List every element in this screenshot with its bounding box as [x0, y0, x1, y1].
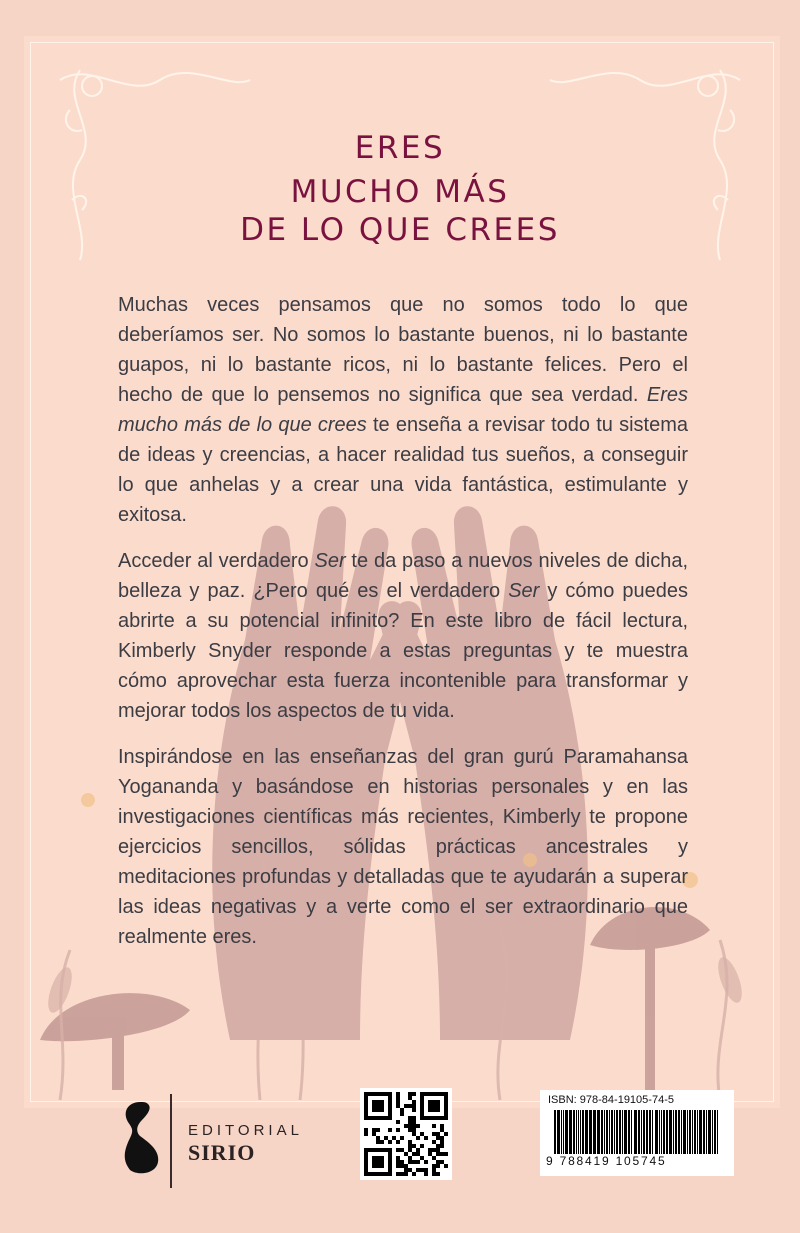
logo-divider	[170, 1094, 172, 1188]
paragraph-3: Inspirándose en las enseñanzas del gran gurú Paramahansa Yogananda y basándose en historias personales y en las investigaciones científicas más recientes, Kimberly te propone ejercicios sencillos, sólidas prácticas ancestrales y meditaciones profundas y detalladas que te ayudarán a superar las ideas negativas y a verte como el ser extraordinario que realmente eres.	[118, 746, 688, 948]
qr-code	[360, 1088, 452, 1180]
sirio-logo-icon	[118, 1098, 162, 1176]
p2-ser-1: Ser	[314, 550, 346, 572]
publisher-line-2: SIRIO	[188, 1140, 256, 1165]
description-text	[118, 290, 688, 968]
barcode-icon	[554, 1110, 720, 1154]
title-line-3: DE LO QUE CREES	[240, 212, 560, 248]
p2-text-a: Acceder al verdadero	[118, 550, 315, 572]
paragraph-2	[118, 546, 688, 726]
qr-code-icon	[360, 1088, 452, 1180]
p2-text-c: te da paso a nuevos niveles de dicha, belleza y paz. ¿Pero qué es el verdadero	[118, 550, 689, 602]
p2-text-e: y cómo puedes abrirte a su potencial infinito? En este libro de fácil lectura, Kimberly Snyder responde a estas preguntas y te muestra cómo aprovechar esta fuerza incontenible para transformar y mejorar todos los aspectos de tu vida.	[118, 580, 688, 722]
paragraph-1	[118, 290, 688, 530]
p2-ser-2: Ser	[508, 580, 540, 602]
title-line-1: ERES	[354, 130, 446, 166]
p1-text-a: Muchas veces pensamos que no somos todo lo que deberíamos ser. No somos lo bastante buenos, ni lo bastante guapos, ni lo bastante ricos, ni lo bastante felices. Pero el hecho de que lo pensemos no significa que sea verdad.	[118, 294, 688, 406]
barcode-digits: 9 788419 105745	[546, 1154, 667, 1168]
isbn-label: ISBN: 978-84-19105-74-5	[548, 1094, 674, 1106]
publisher-line-1: EDITORIAL	[188, 1122, 303, 1139]
barcode-block	[540, 1090, 734, 1176]
p1-book-title: Eres mucho más de lo que crees	[118, 384, 688, 436]
title-line-2: MUCHO MÁS	[290, 174, 510, 210]
p1-text-c: te enseña a revisar todo tu sistema de ideas y creencias, a hacer realidad tus sueños, a conseguir lo que anhelas y a crear una vida fantástica, estimulante y exitosa.	[118, 414, 688, 526]
